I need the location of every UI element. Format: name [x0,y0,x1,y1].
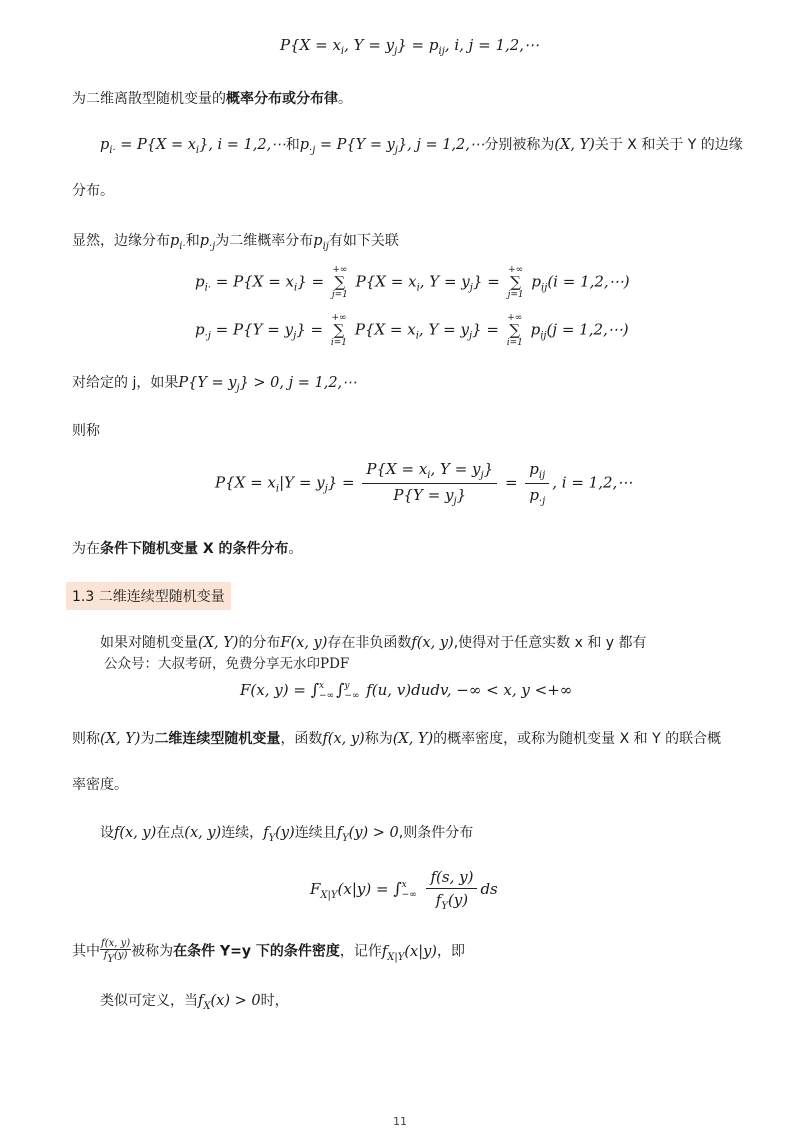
paragraph-relation: 显然，边缘分布$p_{i\cdot}$和$p_{\cdot j}$为二维概率分布$p_{ij}$有如下关联 [72,233,399,252]
section-heading: 1.3 二维连续型随机变量 [66,582,231,610]
paragraph-marginal-end: 分布。 [72,183,114,199]
paragraph-similar: 类似可定义，当$f_X(x) > 0$时， [100,993,289,1012]
equation-conditional-cdf: $F_{X|Y}(x|y) = \int x$ −∞ $\frac{f(s, y)}{f_Y(y)}$ ds [310,868,498,912]
paragraph-continuous-rv: 则称(X, Y)为二维连续型随机变量，函数f(x, y)称为(X, Y)的概率密度，或称为随机变量 X 和 Y 的联合概 [72,731,722,747]
paragraph-given-j: 对给定的 j，如果$P\{Y = y_j\} > 0$, j = 1,2,⋯ [72,375,357,394]
equation-conditional-distribution: $P\{X = x_i|Y = y_j\}$ = $\frac{P\{X = x_i, Y = y_j\}}{P\{Y = y_j\}}$ = $\frac{p_{ij}}{p_{\cdot j}}$ , i = 1,2,⋯ [215,460,633,507]
page-number: 11 [393,1115,407,1128]
paragraph-conditional-continuous: 设f(x, y)在点(x, y)连续，$f_Y(y)$连续且$f_Y(y) > 0$,则条件分布 [100,825,474,844]
paragraph-conditional-density: 其中 $\frac{f(x, y)}{f_Y(y)}$ 被称为在条件 Y=y 下的条件密度，记作$f_{X|Y}(x|y)$，即 [72,938,465,965]
equation-marginal-x: $p_{i\cdot} = P\{X = x_i\}$ = +∞ ∑ j=1 $P\{X = x_i$, $Y = y_j$} = +∞ ∑ j=1 $p_{ij}(i$ = 1,2,⋯) [195,265,630,300]
paragraph-marginal: $p_{i\cdot} = P\{X = x_i\}$, i = 1,2,⋯和$p_{\cdot j} = P\{Y = y_j\}$, j = 1,2,⋯分别被称为(X, Y)关于 X 和关于 Y 的边缘 [100,137,743,156]
equation-marginal-y: $p_{\cdot j} = P\{Y = y_j\}$ = +∞ ∑ i=1 $P\{X = x_i$, $Y = y_j$} = +∞ ∑ i=1 $p_{ij}(j$ = 1,2,⋯) [195,313,629,348]
paragraph-density-end: 率密度。 [72,777,128,793]
paragraph-conditional: 为在条件下随机变量 X 的条件分布。 [72,541,303,557]
paragraph-discrete-definition: 为二维离散型随机变量的概率分布或分布律。 [72,91,352,107]
paragraph-then: 则称 [72,423,100,439]
watermark-text: 公众号：大叔考研，免费分享无水印PDF [104,656,350,672]
paragraph-continuous-def: 如果对随机变量(X, Y)的分布F(x, y)存在非负函数f(x, y),使得对于任意实数 x 和 y 都有 [100,635,647,651]
equation-joint-distribution: $P\{X = x_i$, $Y = y_j\} = p_{ij}$, i, j = 1,2,⋯ [280,36,540,57]
equation-joint-cdf: F(x, y) = ∫x −∞ ∫y −∞ f(u, v)dudv, −∞ < x, y <+∞ [240,680,573,701]
